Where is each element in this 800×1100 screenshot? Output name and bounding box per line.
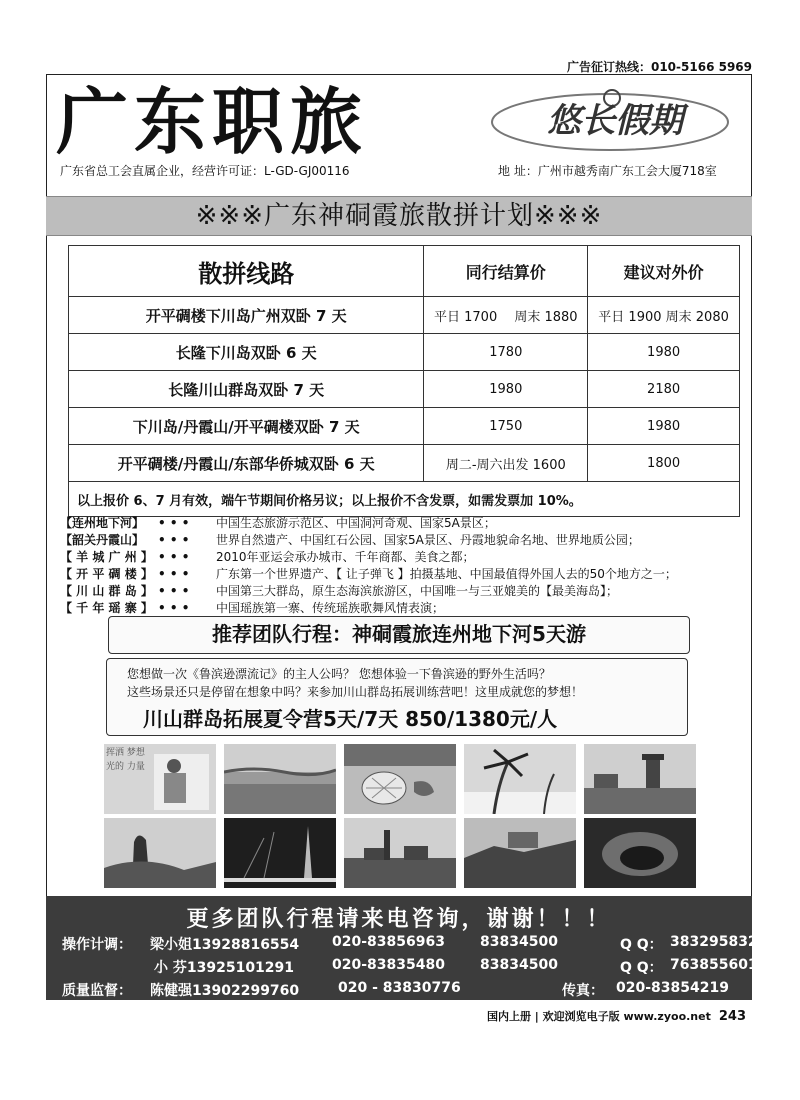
retail-price: 平日 1900 周末 2080	[588, 297, 740, 334]
qa-phone: 020 - 83830776	[338, 980, 461, 996]
route-name: 长隆川山群岛双卧 7 天	[69, 371, 424, 408]
photo-underground-cave	[584, 818, 696, 888]
destination-item	[60, 549, 760, 566]
page-footer	[487, 1008, 746, 1024]
table-row	[69, 371, 740, 408]
qa-label: 质量监督：	[62, 983, 132, 999]
trade-price: 1980	[424, 371, 588, 408]
destination-name: 【连州地下河】	[60, 516, 145, 530]
destination-dots: • • •	[158, 601, 190, 615]
photo-canton-tower-night	[224, 818, 336, 888]
contact1-phone: 020-83856963	[332, 934, 445, 950]
destination-item	[60, 583, 760, 600]
route-name: 开平碉楼/丹霞山/东部华侨城双卧 6 天	[69, 445, 424, 482]
destination-name: 【 川 山 群 岛 】	[60, 584, 153, 598]
qa-name: 陈健强13902299760	[150, 983, 300, 999]
header-trade-price: 同行结算价	[424, 246, 588, 297]
trade-price: 周二-周六出发 1600	[424, 445, 588, 482]
brand-logo	[490, 84, 740, 154]
destination-item	[60, 532, 760, 549]
company-address: 地 址：广州市越秀南广东工会大厦718室	[498, 164, 717, 178]
trade-price: 平日 1700 周末 1880	[424, 297, 588, 334]
footer-title: 更多团队行程请来电咨询，谢谢！！！	[186, 906, 612, 932]
price-note-row	[69, 482, 740, 517]
contact-footer	[46, 896, 758, 1000]
photo-village-field	[344, 818, 456, 888]
promo-headline: 川山群岛拓展夏令营5天/7天 850/1380元/人	[143, 707, 558, 731]
destination-item	[60, 600, 760, 617]
destination-name: 【 千 年 瑶 寨 】	[60, 601, 153, 615]
retail-price: 1980	[588, 334, 740, 371]
destination-dots: • • •	[158, 550, 190, 564]
destination-item	[60, 515, 760, 532]
destination-dots: • • •	[158, 516, 190, 530]
retail-price: 2180	[588, 371, 740, 408]
contact1-qq: 383295832	[670, 934, 758, 950]
destination-desc: 中国瑶族第一寨、传统瑶族歌舞风情表演；	[216, 601, 445, 615]
table-row	[69, 297, 740, 334]
table-row	[69, 334, 740, 371]
route-name: 开平碉楼下川岛广州双卧 7 天	[69, 297, 424, 334]
price-table	[68, 245, 740, 517]
destination-item	[60, 566, 760, 583]
destination-dots: • • •	[158, 584, 190, 598]
header-route: 散拼线路	[69, 246, 424, 297]
promo-box	[106, 658, 688, 736]
destination-desc: 2010年亚运会承办城市、千年商都、美食之都；	[216, 550, 475, 564]
trade-price: 1750	[424, 408, 588, 445]
destination-desc: 世界自然遗产、中国红石公园、国家5A景区、丹霞地貌命名地、世界地质公园；	[216, 533, 640, 547]
retail-price: 1980	[588, 408, 740, 445]
qa-fax-label: 传真：	[562, 983, 604, 999]
photo-palm-beach	[464, 744, 576, 814]
photo-couple	[104, 744, 216, 814]
contact2-phone: 020-83835480	[332, 957, 445, 973]
ad-hotline: 广告征订热线：010-5166 5969	[566, 60, 752, 74]
destination-name: 【 开 平 碉 楼 】	[60, 567, 153, 581]
contact2-name: 小 芬13925101291	[154, 960, 295, 976]
photo-seashell	[344, 744, 456, 814]
destination-desc: 广东第一个世界遗产、【 让子弹飞 】拍摄基地、中国最值得外国人去的50个地方之一；	[216, 567, 677, 581]
destination-desc: 中国生态旅游示范区、中国洞河奇观、国家5A景区；	[216, 516, 496, 530]
destination-name: 【韶关丹霞山】	[60, 533, 145, 547]
contact1-fax: 83834500	[480, 934, 558, 950]
trade-price: 1780	[424, 334, 588, 371]
route-name: 下川岛/丹霞山/开平碉楼双卧 7 天	[69, 408, 424, 445]
table-row	[69, 408, 740, 445]
brand-title: 广东职旅	[56, 79, 369, 164]
price-note: 以上报价 6、7 月有效，端午节期间价格另议；以上报价不含发票，如需发票加 10%。	[69, 482, 740, 517]
logo-text: 悠长假期	[547, 101, 683, 141]
contact1-name: 梁小姐13928816554	[150, 937, 300, 953]
registration-info: 广东省总工会直属企业，经营许可证：L-GD-GJ00116	[60, 164, 350, 178]
recommend-banner: 推荐团队行程：神硐霞旅连州地下河5天游	[108, 616, 690, 654]
destination-dots: • • •	[158, 567, 190, 581]
route-name: 长隆下川岛双卧 6 天	[69, 334, 424, 371]
retail-price: 1800	[588, 445, 740, 482]
header-retail-price: 建议对外价	[588, 246, 740, 297]
footer-site-text[interactable]: 国内上册 | 欢迎浏览电子版 www.zyoo.net	[486, 1010, 711, 1023]
contact1-qq-label: Q Q：	[620, 937, 663, 953]
contact2-qq-label: Q Q：	[620, 960, 663, 976]
op-label: 操作计调：	[62, 937, 132, 953]
price-table-header	[69, 246, 740, 297]
plan-banner: ※※※广东神硐霞旅散拼计划※※※	[46, 196, 752, 236]
photo-danxia-rock	[104, 818, 216, 888]
contact2-fax: 83834500	[480, 957, 558, 973]
promo-line-1: 您想做一次《鲁滨逊漂流记》的主人公吗？ 您想体验一下鲁滨逊的野外生活吗？	[127, 667, 551, 681]
destination-desc: 中国第三大群岛，原生态海滨旅游区，中国唯一与三亚媲美的【最美海岛】；	[216, 584, 619, 598]
photo-yao-village	[464, 818, 576, 888]
photo-beach-crowd	[224, 744, 336, 814]
page-number: 243	[718, 1009, 746, 1024]
promo-line-2: 这些场景还只是停留在想象中吗？来参加川山群岛拓展训练营吧！这里成就您的梦想！	[127, 685, 584, 699]
table-row	[69, 445, 740, 482]
qa-fax: 020-83854219	[616, 980, 729, 996]
photo-caption: 挥洒 梦想 光的 力量	[106, 748, 145, 772]
photo-diaolou-tower	[584, 744, 696, 814]
destination-dots: • • •	[158, 533, 190, 547]
destination-name: 【 羊 城 广 州 】	[60, 550, 153, 564]
contact2-qq: 763855601	[670, 957, 758, 973]
